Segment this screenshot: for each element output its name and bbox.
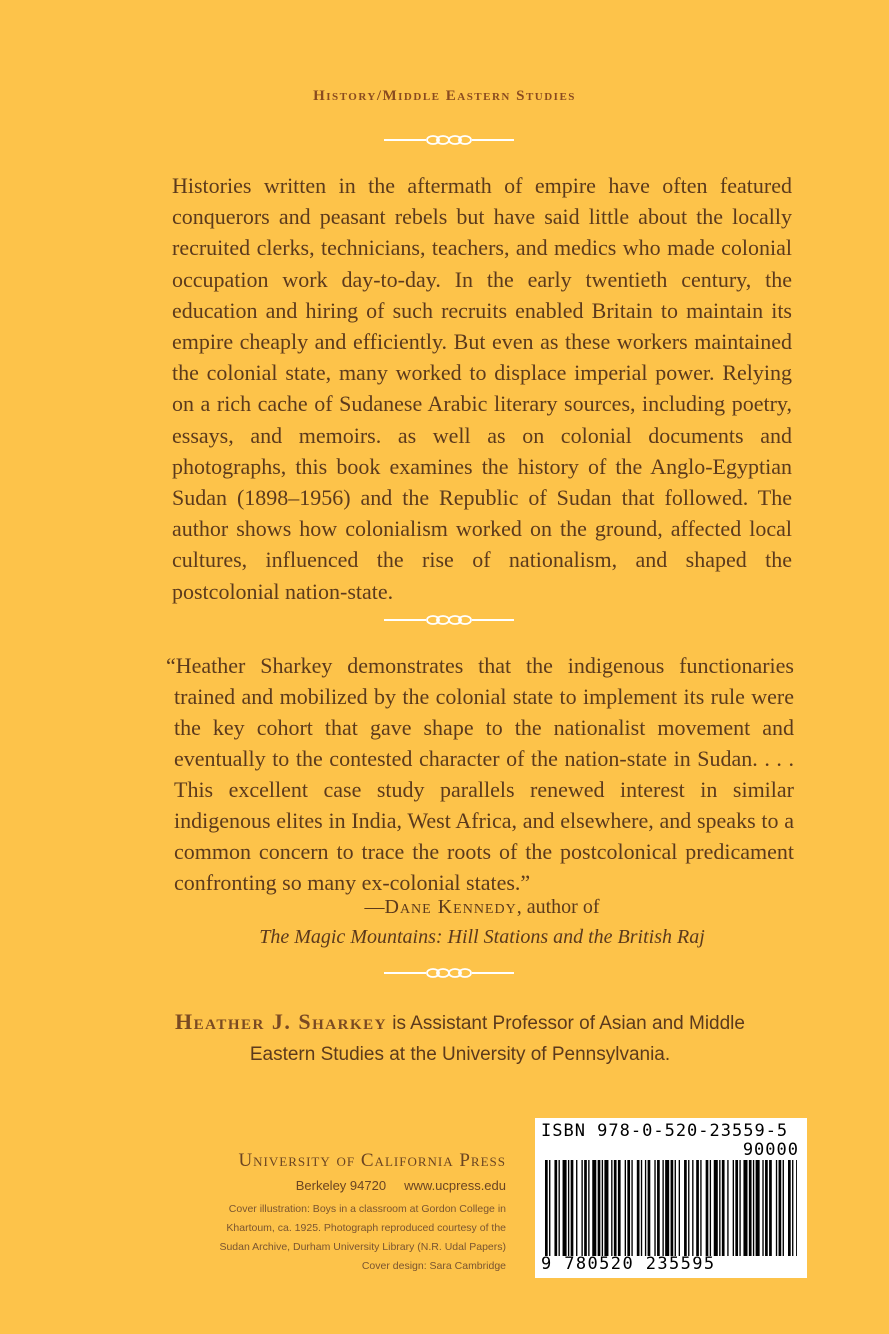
- barcode-bar: [602, 1160, 603, 1256]
- barcode-bar: [627, 1160, 630, 1256]
- ornament-divider-icon: [384, 966, 514, 980]
- barcode-bar: [714, 1160, 718, 1256]
- barcode-bar: [576, 1160, 577, 1256]
- barcode-bar: [614, 1160, 617, 1256]
- publisher-address: Berkeley 94720 www.ucpress.edu: [295, 1178, 506, 1193]
- barcode-bar: [581, 1160, 582, 1256]
- barcode-bar: [568, 1160, 569, 1256]
- category-label: History/Middle Eastern Studies: [313, 88, 576, 104]
- credit-line: Sudan Archive, Durham University Library (N.R. Udal Papers): [219, 1241, 506, 1253]
- endorsement-attribution: [172, 892, 792, 952]
- barcode-bar: [559, 1160, 560, 1256]
- endorser-name: Dane Kennedy: [384, 896, 517, 918]
- barcode-bar: [654, 1160, 655, 1256]
- barcode-bar: [696, 1160, 699, 1256]
- barcode-bar: [641, 1160, 642, 1256]
- book-description: Histories written in the aftermath of empire have often featured conquerors and peasant rebels but have said little about the locally recruited clerks, technicians, teachers, and medics who made colonial occupation work day-to-day. In the early twentieth century, the education and hiring of such recruits enabled Britain to maintain its empire cheaply and efficiently. But even as these workers maintained the colonial state, many worked to displace imperial power. Relying on a rich cache of Sudanese Arabic literary sources, including poetry, essays, and memoirs. as well as on colonial documents and photographs, this book examines the history of the Anglo-Egyptian Sudan (1898–1956) and the Republic of Sudan that followed. The author shows how colonialism worked on the ground, affected local cultures, influenced the rise of nationalism, and shaped the postcolonial nation-state.: [172, 173, 792, 604]
- attribution-dash: —: [364, 896, 385, 918]
- barcode-bar: [618, 1160, 621, 1256]
- barcode-bar: [645, 1160, 646, 1256]
- attribution-suffix: , author of: [516, 896, 600, 918]
- credit-line: Cover illustration: Boys in a classroom at Gordon College in: [228, 1203, 506, 1215]
- barcode-bar: [765, 1160, 768, 1256]
- barcode-bar: [657, 1160, 660, 1256]
- barcode-bar: [753, 1160, 754, 1256]
- author-name: Heather J. Sharkey: [175, 1009, 387, 1034]
- barcode-bar: [592, 1160, 596, 1256]
- barcode-bars: [545, 1160, 797, 1256]
- barcode-bar: [783, 1160, 784, 1256]
- barcode-bar: [598, 1160, 601, 1256]
- barcode-bar: [796, 1160, 797, 1256]
- barcode-bar: [706, 1160, 709, 1256]
- barcode-bar: [648, 1160, 651, 1256]
- barcode-bar: [743, 1160, 747, 1256]
- barcode-bar: [769, 1160, 772, 1256]
- cover-credits: [150, 1200, 506, 1276]
- endorser-book-title: The Magic Mountains: Hill Stations and the British Raj: [259, 926, 705, 948]
- barcode-bar: [611, 1160, 612, 1256]
- barcode-bar: [588, 1160, 589, 1256]
- barcode-bar: [665, 1160, 669, 1256]
- barcode-bar: [684, 1160, 687, 1256]
- barcode-bar: [637, 1160, 640, 1256]
- publisher-name: University of California Press: [238, 1150, 506, 1171]
- barcode-bar: [710, 1160, 711, 1256]
- price-code: 90000: [742, 1140, 799, 1160]
- barcode-bar: [671, 1160, 674, 1256]
- barcode-bar: [679, 1160, 680, 1256]
- barcode-bar: [719, 1160, 720, 1256]
- barcode-bar: [604, 1160, 608, 1256]
- barcode-bar: [756, 1160, 760, 1256]
- barcode-bar: [735, 1160, 738, 1256]
- barcode-bar: [727, 1160, 728, 1256]
- barcode-bar: [733, 1160, 734, 1256]
- barcode-bar: [631, 1160, 632, 1256]
- publisher-block: [180, 1150, 506, 1196]
- barcode-bar: [722, 1160, 725, 1256]
- author-bio: [150, 1006, 770, 1070]
- barcode-bar: [571, 1160, 574, 1256]
- barcode-bar: [675, 1160, 676, 1256]
- barcode-bar: [692, 1160, 693, 1256]
- barcode-bar: [792, 1160, 793, 1256]
- barcode-bar: [688, 1160, 689, 1256]
- credit-line: Khartoum, ca. 1925. Photograph reproduced courtesy of the: [226, 1222, 506, 1234]
- barcode-bar: [584, 1160, 587, 1256]
- barcode-bar: [563, 1160, 567, 1256]
- endorsement-quote: “Heather Sharkey demonstrates that the indigenous functionaries trained and mobilized by the colonial state to implement its rule were the key cohort that gave shape to the nationalist movement and eventually to the contested character of the nation-state in Sudan. . . . This excellent case study parallels renewed interest in similar indigenous elites in India, West Africa, and elsewhere, and speaks to a common concern to trace the roots of the postcolonical predicament confronting so many ex-colonial states.”: [166, 653, 794, 895]
- ornament-divider-icon: [384, 133, 514, 147]
- isbn-number: ISBN 978-0-520-23559-5: [541, 1121, 789, 1141]
- isbn-barcode: [535, 1118, 807, 1278]
- barcode-bar: [662, 1160, 663, 1256]
- barcode-bar: [739, 1160, 740, 1256]
- barcode-bar: [545, 1160, 548, 1256]
- barcode-bar: [549, 1160, 550, 1256]
- barcode-bar: [779, 1160, 782, 1256]
- barcode-bar: [762, 1160, 763, 1256]
- ornament-divider-icon: [384, 613, 514, 627]
- credit-line: Cover design: Sara Cambridge: [361, 1260, 506, 1272]
- author-bio-text: is Assistant Professor of Asian and Middle Eastern Studies at the University of Pennsylvania.: [249, 1013, 745, 1065]
- barcode-bar: [700, 1160, 701, 1256]
- barcode-bar: [749, 1160, 752, 1256]
- barcode-bar: [554, 1160, 557, 1256]
- barcode-bar: [625, 1160, 626, 1256]
- barcode-digits: 9 780520 235595: [541, 1254, 716, 1274]
- barcode-bar: [788, 1160, 791, 1256]
- barcode-bar: [776, 1160, 777, 1256]
